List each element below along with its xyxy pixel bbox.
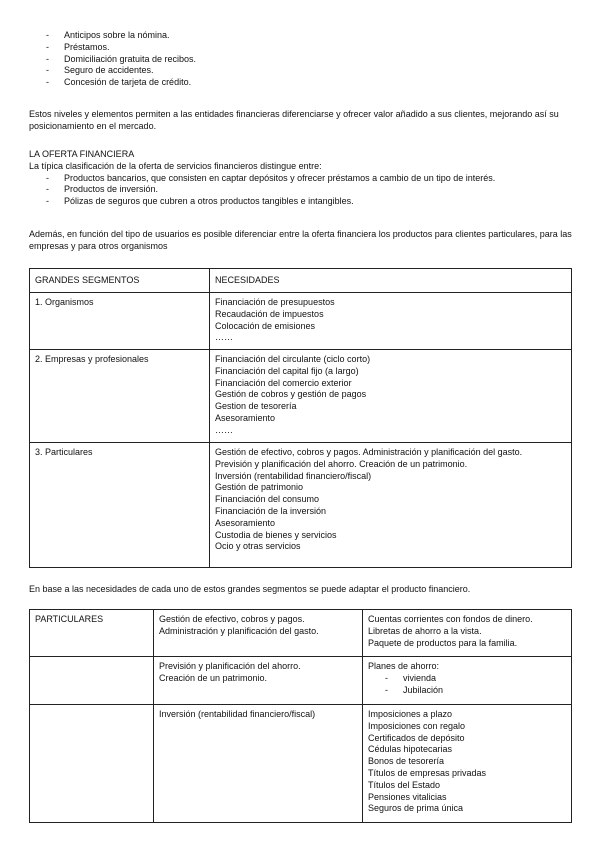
table-row [30,705,572,823]
list-item: - Anticipos sobre la nómina. [29,30,574,42]
list-item: - Domiciliación gratuita de recibos. [29,54,574,66]
need-item: …… [215,424,233,435]
list-item: - vivienda [368,673,566,685]
need-cell [154,610,362,641]
segment-label: 3. Particulares [35,447,93,457]
table-row [30,657,572,705]
need-cell [154,657,362,688]
table-row [30,610,572,657]
list-item: - Productos de inversión. [29,184,574,196]
need-item: Custodia de bienes y servicios [215,529,337,540]
need-item: Gestión de patrimonio [215,482,304,493]
need-line: Gestión de efectivo, cobros y pagos. [159,614,305,624]
need-item: Financiación del consumo [215,494,320,505]
offer-list [29,173,574,208]
products-cell [363,657,571,699]
header-segments: GRANDES SEGMENTOS [35,275,140,286]
need-item: Inversión (rentabilidad financiero/fiscal) [215,470,372,481]
product-item: Certificados de depósito [368,732,465,743]
product-item: Libretas de ahorro a la vista. [368,625,482,636]
list-item: - Productos bancarios, que consisten en captar depósitos y ofrecer préstamos a cambio de un tipo de interés. [29,173,574,185]
segment-label: 2. Empresas y profesionales [35,354,149,364]
product-item: Cédulas hipotecarias [368,744,453,755]
paragraph-user-types: Además, en función del tipo de usuarios es posible diferenciar entre la oferta financiera los productos para clientes particulares, para las empresas y para otros organismos [29,229,572,251]
need-cell [154,705,362,724]
paragraph-differentiation: Estos niveles y elementos permiten a las entidades financieras diferenciarse y ofrecer valor añadido a sus clientes, mejorando así su posicionamiento en el mercado. [29,109,559,131]
need-item: Ocio y otras servicios [215,541,301,552]
need-item: …… [215,332,233,343]
product-item: Seguros de prima única [368,803,464,814]
segment-label: 1. Organismos [35,297,94,307]
need-line: Inversión (rentabilidad financiero/fiscal) [159,709,316,719]
need-item: Asesoramiento [215,412,276,423]
list-item: - Jubilación [368,685,566,697]
list-item: - Seguro de accidentes. [29,65,574,77]
product-item: Títulos del Estado [368,779,441,790]
section-title: LA OFERTA FINANCIERA [29,149,135,159]
product-item: Cuentas corrientes con fondos de dinero. [368,614,533,624]
needs-list [210,443,571,556]
need-line: Creación de un patrimonio. [159,672,268,683]
paragraph-adapt-product: En base a las necesidades de cada uno de estos grandes segmentos se puede adaptar el producto financiero. [29,584,471,594]
product-item: Imposiciones con regalo [368,720,466,731]
segment-label: PARTICULARES [35,614,104,624]
needs-list [210,293,571,347]
need-item: Financiación del comercio exterior [215,377,352,388]
offer-section [29,149,574,208]
need-line: Previsión y planificación del ahorro. [159,661,301,671]
product-heading: Planes de ahorro: [368,661,440,671]
table-header-row [30,269,572,293]
need-line: Administración y planificación del gasto. [159,625,319,636]
benefits-list-block [29,30,574,89]
section-intro: La típica clasificación de la oferta de servicios financieros distingue entre: [29,160,322,171]
list-item: - Concesión de tarjeta de crédito. [29,77,574,89]
need-item: Gestión de efectivo, cobros y pagos. Administración y planificación del gasto. [215,447,523,457]
need-item: Gestión de cobros y gestión de pagos [215,389,367,400]
products-cell [363,610,571,652]
need-item: Financiación de presupuestos [215,297,335,307]
header-needs: NECESIDADES [215,275,280,286]
need-item: Previsión y planificación del ahorro. Creación de un patrimonio. [215,458,468,469]
table-row [30,293,572,350]
product-item: Pensiones vitalicias [368,791,447,802]
segments-table [29,268,572,568]
product-item: Paquete de productos para la familia. [368,637,518,648]
needs-list [210,350,571,440]
savings-plan-list [368,673,566,697]
product-item: Imposiciones a plazo [368,709,453,719]
need-item: Recaudación de impuestos [215,308,324,319]
need-item: Financiación de la inversión [215,505,327,516]
list-item: - Pólizas de seguros que cubren a otros productos tangibles e intangibles. [29,196,574,208]
need-item: Gestion de tesorería [215,401,297,412]
product-item: Títulos de empresas privadas [368,767,487,778]
list-item: - Préstamos. [29,42,574,54]
table-row [30,443,572,568]
product-item: Bonos de tesorería [368,756,445,767]
products-cell [363,705,571,818]
need-item: Asesoramiento [215,517,276,528]
particulares-products-table [29,609,572,823]
need-item: Financiación del capital fijo (a largo) [215,365,359,376]
need-item: Colocación de emisiones [215,320,316,331]
need-item: Financiación del circulante (ciclo corto) [215,354,371,364]
benefits-list [29,30,574,89]
table-row [30,350,572,443]
